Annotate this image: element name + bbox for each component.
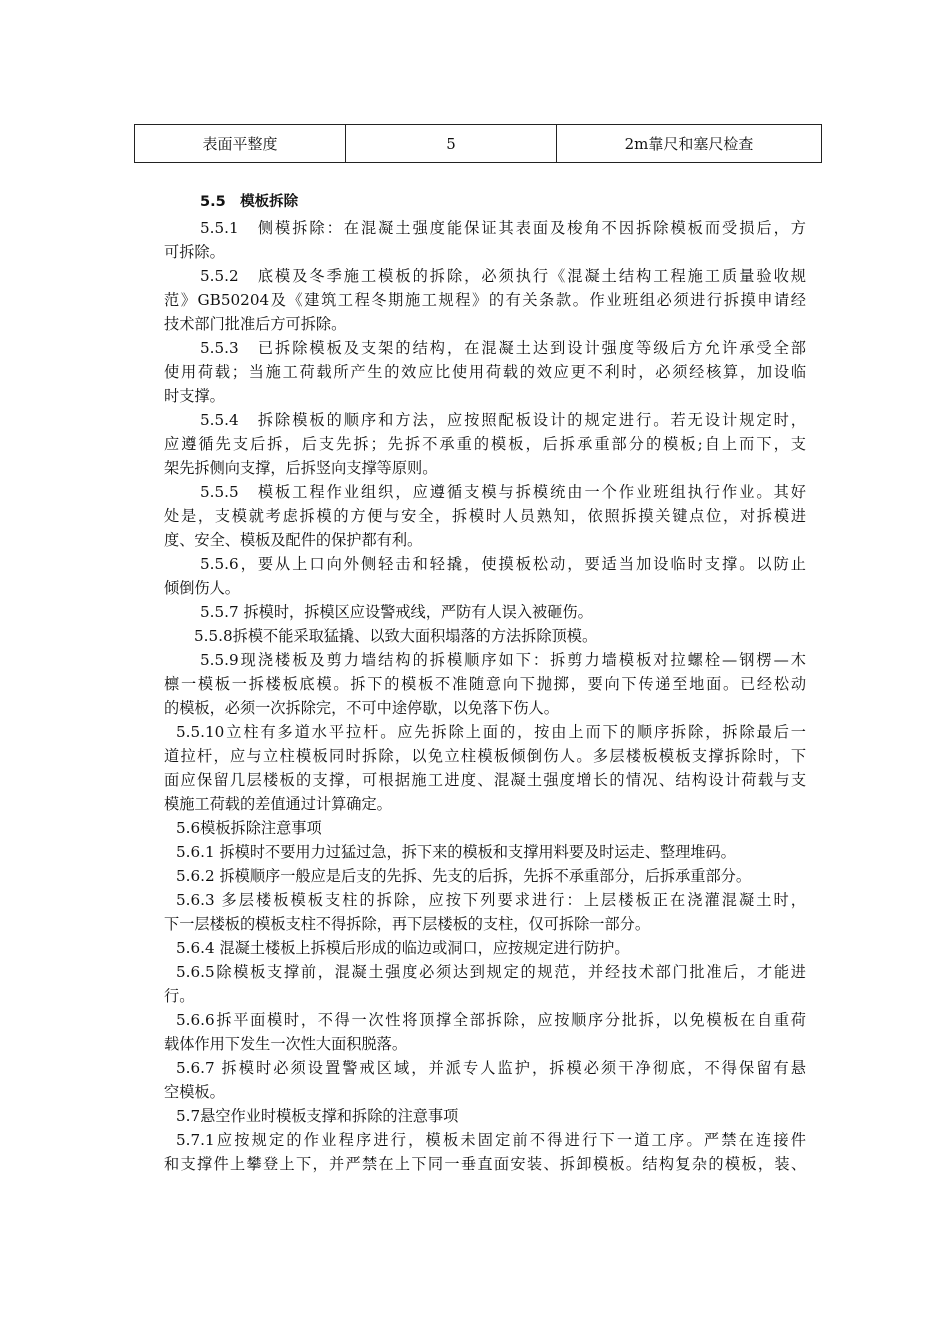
text-line: 檩一模板一拆楼板底模。拆下的模板不准随意向下抛掷，要向下传递至地面。已经松动 [164,675,806,693]
text-line: 5.6.6拆平面模时，不得一次性将顶撑全部拆除，应按顺序分批拆，以免模板在自重荷 [176,1011,806,1029]
text-line: 5.5.3 已拆除模板及支架的结构，在混凝土达到设计强度等级后方允许承受全部 [200,339,806,357]
text-line: 5.5.9现浇楼板及剪力墙结构的拆模顺序如下：拆剪力墙模板对拉螺栓—钢楞—木 [200,651,806,669]
text-line: 的模板，必须一次拆除完，不可中途停歇，以免落下伤人。 [164,699,559,717]
table-row [135,125,822,163]
section-heading: 5.5 模板拆除 [200,194,299,210]
text-line: 度、安全、模板及配件的保护都有利。 [164,531,423,549]
text-line: 5.5.2 底模及冬季施工模板的拆除，必须执行《混凝土结构工程施工质量验收规 [200,267,806,285]
text-line: 范》GB50204及《建筑工程冬期施工规程》的有关条款。作业班组必须进行拆摸申请经 [164,291,806,309]
text-line: 下一层楼板的模板支柱不得拆除，再下层楼板的支柱，仅可拆除一部分。 [164,915,650,933]
text-line: 5.6.1 拆模时不要用力过猛过急，拆下来的模板和支撑用料要及时运走、整理堆码。 [176,843,736,861]
text-line: 5.5.4 拆除模板的顺序和方法，应按照配板设计的规定进行。若无设计规定时， [200,411,806,429]
text-line: 5.5.5 模板工程作业组织，应遵循支模与拆模统由一个作业班组执行作业。其好 [200,483,806,501]
text-line: 5.5.1 侧模拆除：在混凝土强度能保证其表面及梭角不因拆除模板而受损后，方 [200,219,806,237]
text-line: 时支撑。 [164,387,225,405]
text-line: 5.6.5除模板支撑前，混凝土强度必须达到规定的规范，并经技术部门批准后，才能进 [176,963,806,981]
text-line: 5.5.10立柱有多道水平拉杆。应先拆除上面的，按由上而下的顺序拆除，拆除最后一 [176,723,806,741]
text-line: 技术部门批准后方可拆除。 [164,315,347,333]
text-line: 5.6.2 拆模顺序一般应是后支的先拆、先支的后拆，先拆不承重部分，后拆承重部分。 [176,867,752,885]
inspection-table [134,124,822,163]
text-line: 可拆除。 [164,243,225,261]
text-line: 模施工荷载的差值通过计算确定。 [164,795,392,813]
text-line: 5.6模板拆除注意事项 [176,819,322,837]
text-line: 行。 [164,987,195,1005]
text-line: 5.5.6，要从上口向外侧轻击和轻撬，使摸板松动，要适当加设临时支撑。以防止 [200,555,806,573]
text-line: 5.6.3 多层楼板模板支柱的拆除，应按下列要求进行：上层楼板正在浇灌混凝土时， [176,891,806,909]
text-line: 5.5.7 拆模时，拆模区应设警戒线，严防有人误入被砸伤。 [200,603,593,621]
text-line: 5.6.7 拆模时必须设置警戒区域，并派专人监护，拆模必须干净彻底，不得保留有悬 [176,1059,806,1077]
text-line: 5.7悬空作业时模板支撑和拆除的注意事项 [176,1107,459,1125]
text-line: 道拉杆，应与立柱模板同时拆除，以免立柱模板倾倒伤人。多层楼板模板支撑拆除时，下 [164,747,806,765]
text-line: 应遵循先支后拆，后支先拆；先拆不承重的模板，后拆承重部分的模板;自上而下，支 [164,435,806,453]
text-line: 面应保留几层楼板的支撑，可根据施工进度、混凝土强度增长的情况、结构设计荷载与支 [164,771,806,789]
table-cell-item: 表面平整度 [135,125,346,163]
text-line: 5.5.8拆模不能采取猛撬、以致大面积塌落的方法拆除顶模。 [194,627,598,645]
text-line: 载体作用下发生一次性大面积脱落。 [164,1035,407,1053]
table-cell-method: 2m靠尺和塞尺检查 [557,125,822,163]
text-line: 空模板。 [164,1083,225,1101]
text-line: 5.6.4 混凝土楼板上拆模后形成的临边或洞口，应按规定进行防护。 [176,939,630,957]
text-line: 5.7.1应按规定的作业程序进行，模板未固定前不得进行下一道工序。严禁在连接件 [176,1131,806,1149]
text-line: 处是，支模就考虑拆模的方便与安全，拆模时人员熟知，依照拆摸关键点位，对拆模进 [164,507,806,525]
text-line: 使用荷载；当施工荷载所产生的效应比使用荷载的效应更不利时，必须经核算，加设临 [164,363,806,381]
text-line: 和支撑件上攀登上下，并严禁在上下同一垂直面安装、拆卸模板。结构复杂的模板，装、 [164,1155,806,1173]
table-cell-tolerance: 5 [346,125,557,163]
text-line: 架先拆侧向支撑，后拆竖向支撑等原则。 [164,459,438,477]
text-line: 倾倒伤人。 [164,579,240,597]
